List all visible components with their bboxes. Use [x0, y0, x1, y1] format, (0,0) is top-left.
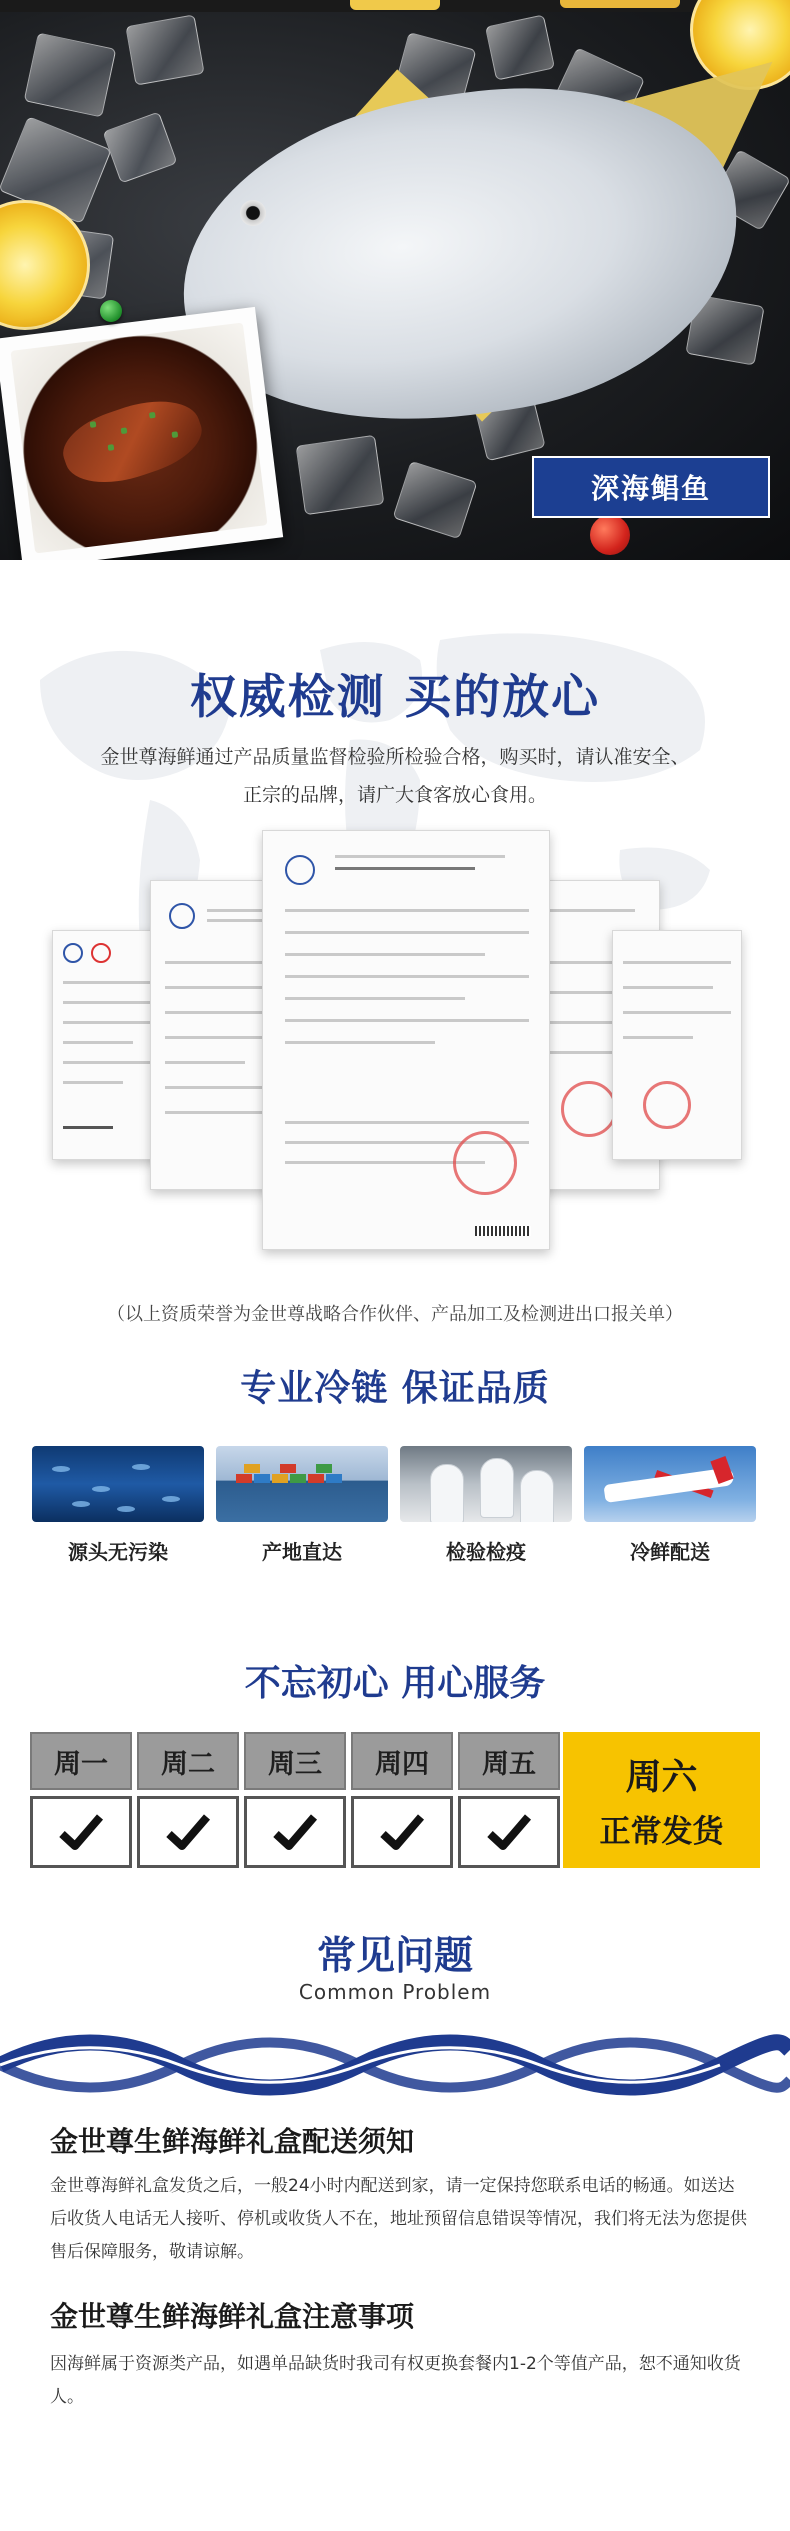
check-icon — [30, 1796, 132, 1868]
ice-cube — [392, 461, 477, 540]
weekday-label: 周三 — [244, 1732, 346, 1790]
cold-chain-item — [584, 1446, 756, 1565]
cold-chain-item — [216, 1446, 388, 1565]
faq-title: 常见问题 — [316, 1934, 473, 1979]
shipping-schedule — [30, 1732, 760, 1868]
saturday-label: 周六 — [625, 1757, 698, 1798]
service-title: 不忘初心 用心服务 — [244, 1663, 546, 1704]
faq-subtitle: Common Problem — [298, 1980, 492, 2004]
weekday-label: 周二 — [137, 1732, 239, 1790]
hero-banner — [0, 0, 790, 560]
faq-block-title: 金世尊生鲜海鲜礼盒注意事项 — [50, 2300, 415, 2333]
cold-chain-list — [32, 1446, 758, 1576]
saturday-shipping-badge — [563, 1732, 760, 1868]
lab-inspection-photo — [400, 1446, 572, 1522]
saturday-note: 正常发货 — [599, 1814, 724, 1850]
cold-chain-label: 源头无污染 — [68, 1540, 168, 1564]
cold-chain-item — [32, 1446, 204, 1565]
cold-chain-label: 产地直达 — [262, 1540, 342, 1564]
certificate-gallery — [0, 830, 790, 1250]
qualification-note: （以上资质荣誉为金世尊战略合作伙伴、产品加工及检测进出口报关单） — [107, 1304, 683, 1325]
cherry-tomato — [590, 515, 630, 555]
pushpin-icon — [100, 300, 122, 322]
authority-description: 金世尊海鲜通过产品质量监督检验所检验合格，购买时，请认准安全、正宗的品牌，请广大食客放心食用。 — [100, 746, 690, 806]
weekday-column — [458, 1732, 560, 1868]
check-icon — [137, 1796, 239, 1868]
wave-divider — [0, 2030, 790, 2100]
faq-block-text: 金世尊海鲜礼盒发货之后，一般24小时内配送到家，请一定保持您联系电话的畅通。如送达后收货人电话无人接听、停机或收货人不在，地址预留信息错误等情况，我们将无法为您提供售后保障服务，敬请谅解。 — [50, 2176, 747, 2262]
weekday-column — [137, 1732, 239, 1868]
hero-top-strip — [0, 0, 790, 12]
weekday-column — [244, 1732, 346, 1868]
cooked-fish-photo — [0, 307, 283, 560]
ice-cube — [125, 14, 204, 85]
deep-sea-fish-photo — [32, 1446, 204, 1522]
cold-chain-item — [400, 1446, 572, 1565]
faq-block-title: 金世尊生鲜海鲜礼盒配送须知 — [50, 2125, 415, 2158]
fish-eye — [240, 200, 266, 226]
cold-chain-label: 冷鲜配送 — [630, 1540, 710, 1564]
cargo-ship-photo — [216, 1446, 388, 1522]
check-icon — [244, 1796, 346, 1868]
ice-cube — [296, 435, 385, 515]
weekday-label: 周五 — [458, 1732, 560, 1790]
weekday-column — [30, 1732, 132, 1868]
check-icon — [458, 1796, 560, 1868]
airplane-photo — [584, 1446, 756, 1522]
ice-cube — [102, 111, 177, 183]
check-icon — [351, 1796, 453, 1868]
faq-block-text: 因海鲜属于资源类产品，如遇单品缺货时我司有权更换套餐内1-2个等值产品，恕不通知收货人。 — [50, 2354, 741, 2407]
weekday-label: 周四 — [351, 1732, 453, 1790]
weekday-column — [351, 1732, 453, 1868]
cold-chain-label: 检验检疫 — [446, 1540, 526, 1564]
ice-cube — [24, 32, 117, 117]
weekday-label: 周一 — [30, 1732, 132, 1790]
ice-cube — [485, 14, 555, 80]
product-name-label: 深海鲳鱼 — [532, 456, 770, 518]
cold-chain-title: 专业冷链 保证品质 — [240, 1368, 550, 1409]
certificate-document — [262, 830, 550, 1250]
authority-section — [0, 560, 790, 1350]
certificate-document — [612, 930, 742, 1160]
authority-title: 权威检测 买的放心 — [189, 670, 601, 725]
